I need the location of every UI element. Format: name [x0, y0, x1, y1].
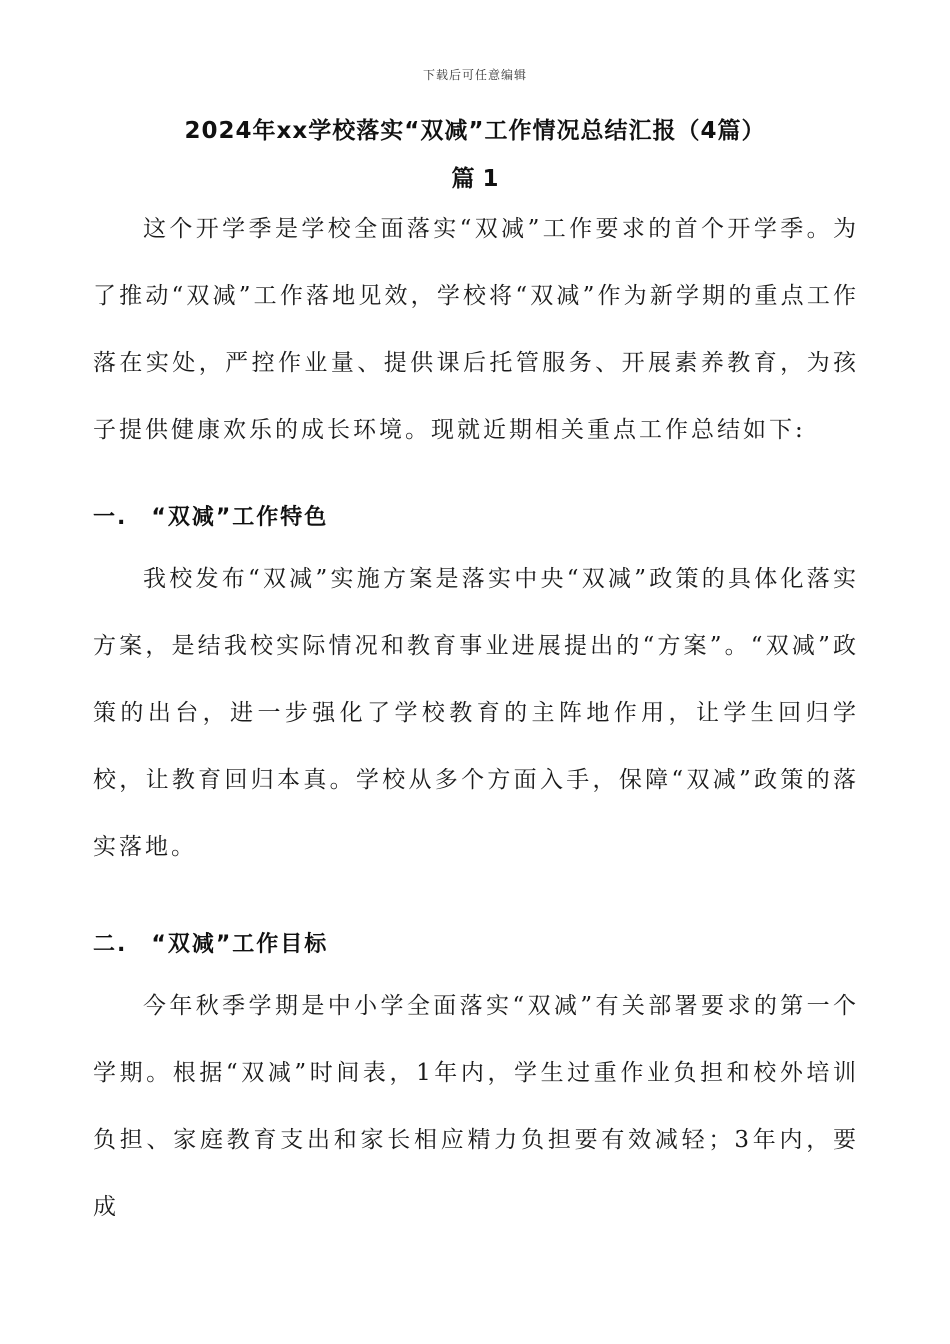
section-heading-1: 一. “双减”工作特色: [93, 505, 329, 530]
section-paragraph-1: 我校发布“双减”实施方案是落实中央“双减”政策的具体化落实方案，是结我校实际情况和教育事业进展提出的“方案”。“双减”政策的出台，进一步强化了学校教育的主阵地作用，让学生回归学校，让教育回归本真。学校从多个方面入手，保障“双减”政策的落实落地。: [93, 566, 859, 860]
intro-paragraph: 这个开学季是学校全面落实“双减”工作要求的首个开学季。为了推动“双减”工作落地见效，学校将“双减”作为新学期的重点工作落在实处，严控作业量、提供课后托管服务、开展素养教育，为孩子提供健康欢乐的成长环境。现就近期相关重点工作总结如下:: [93, 216, 859, 443]
part-label: 篇 1: [451, 166, 499, 192]
section-paragraph-2: 今年秋季学期是中小学全面落实“双减”有关部署要求的第一个学期。根据“双减”时间表，1年内，学生过重作业负担和校外培训负担、家庭教育支出和家长相应精力负担要有效减轻；3年内，要成: [93, 993, 859, 1220]
section-heading-2: 二. “双减”工作目标: [93, 932, 329, 957]
document-title: 2024年xx学校落实“双减”工作情况总结汇报（4篇）: [184, 118, 766, 144]
header-note: 下载后可任意编辑: [422, 68, 527, 82]
